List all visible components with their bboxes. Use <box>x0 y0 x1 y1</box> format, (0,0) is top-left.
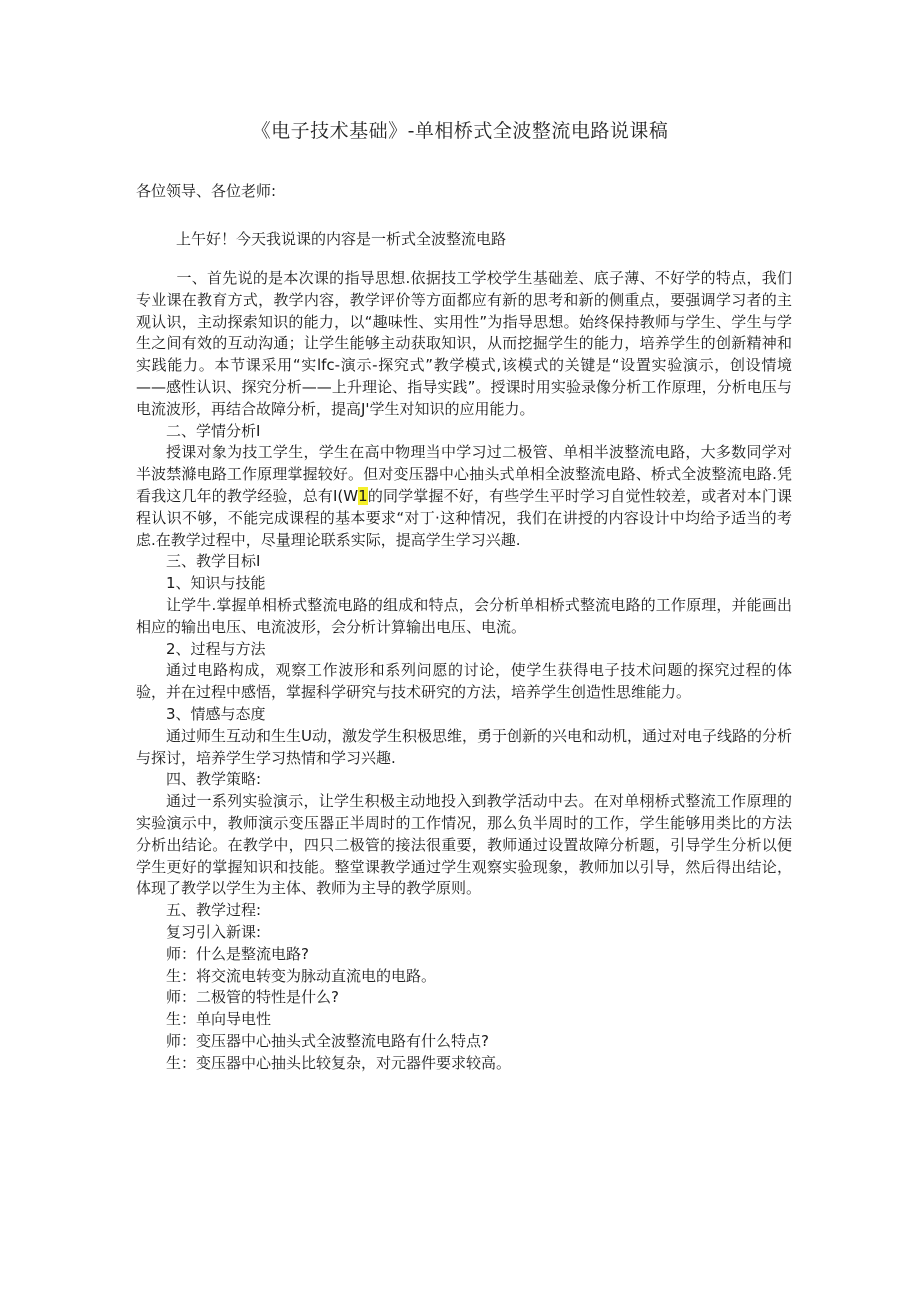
section2-text-before: 授课对象为技工学生，学生在高中物理当中学习过二极管、单相半波整流电路，大多数同学对半波禁滌电路工作原理掌握较好。但对变压器中心抽头式单相全波整流电路、桥式全波整流电路.凭看我这几年的教学经验，总有I(W <box>136 443 792 505</box>
section5-subheading: 复习引入新课: <box>166 922 262 941</box>
section5-heading: 五、教学过程: <box>166 901 262 920</box>
intro-line: 上午好！今天我说课的内容是一析式全波整流电路 <box>176 230 507 248</box>
section2-paragraph <box>136 442 792 551</box>
dialogue-line: 生：单向导电性 <box>166 1010 272 1029</box>
section3-sub2-paragraph: 通过电路构成，观察工作波形和系列问愿的讨论，使学生获得电子技术问题的探究过程的体验，并在过程中感悟，掌握科学研究与技术研究的方法，培养学生创造性思维能力。 <box>136 661 792 702</box>
section3-sub1-paragraph: 让学牛.掌握单相桥式整流电路的组成和特点，会分析单相桥式整流电路的工作原理，并能画出相应的输出电压、电流波形，会分析计算输出电压、电流。 <box>136 595 792 636</box>
section3-sub3-paragraph: 通过师生互动和生生U动，激发学生积极思维，勇于创新的兴电和动机，通过对电子线路的分析与探讨，培养学生学习热情和学习兴趣. <box>136 726 792 767</box>
section3-sub2-heading: 2、过程与方法 <box>166 639 266 658</box>
greeting: 各位领导、各位老师: <box>136 182 277 200</box>
section3-sub3-heading: 3、情感与态度 <box>166 704 266 723</box>
section4-heading: 四、教学策略: <box>166 770 262 789</box>
document-body <box>136 268 792 1074</box>
section2-heading: 二、学情分析I <box>166 421 261 440</box>
dialogue-line: 师：变压器中心抽头式全波整流电路有什么特点? <box>166 1031 489 1050</box>
section3-sub1-heading: 1、知识与技能 <box>166 574 266 593</box>
section3-heading: 三、教学目标I <box>166 552 261 571</box>
section2-text-after: 的同学掌握不好，有些学生平时学习自觉性较差，或者对本门课程认识不够，不能完成课程的基本要求“对丁·这种情况，我们在讲授的内容设计中均给予适当的考虑.在教学过程中，尽量理论联系实际，提高学生学习兴趣. <box>136 486 792 549</box>
section4-paragraph: 通过一系列实验演示，让学生积极主动地投入到教学活动中去。在对单栩桥式整流工作原理的实验演示中，教师演示变压器正半周时的工作情况，那么负半周时的工作，学生能够用类比的方法分析出结论。在教学中，四只二极管的接法很重要，教师通过设置故障分析题，引导学生分析以便学生更好的掌握知识和技能。整堂课教学通过学生观察实验现象，教师加以引导，然后得出结论，体现了教学以学生为主体、教师为主导的教学原则。 <box>136 792 792 898</box>
highlight-mark: 1 <box>358 486 368 505</box>
dialogue-line: 生：变压器中心抽头比较复杂，对元器件要求较高。 <box>166 1053 512 1072</box>
section1-paragraph: 一、首先说的是本次课的指导思想.依据技工学校学生基础差、底子薄、不好学的特点，我们专业课在教育方式，教学内容，教学评价等方面都应有新的思考和新的侧重点，要强调学习者的主观认识，主动探索知识的能力，以“趣味性、实用性”为指导思想。始终保持教师与学生、学生与学生之间有效的互动沟通；让学生能够主动获取知识，从而挖掘学生的能力，培养学生的创新精神和实践能力。本节课采用“实lfc-演示-探究式”教学模式,该模式的关键是“设置实验演示，创设情境——感性认识、探究分析——上升理论、指导实践”。授课时用实验录像分析工作原理，分析电压与电流波形，再结合故障分析，提高J'学生对知识的应用能力。 <box>136 269 792 418</box>
document-title: 《电子技术基础》-单相桥式全波整流电路说课稿 <box>251 120 669 142</box>
dialogue-line: 生：将交流电转变为脉动直流电的电路。 <box>166 966 437 985</box>
dialogue-line: 师：二极管的特性是什么? <box>166 988 339 1007</box>
dialogue-line: 师：什么是整流电路? <box>166 944 309 963</box>
